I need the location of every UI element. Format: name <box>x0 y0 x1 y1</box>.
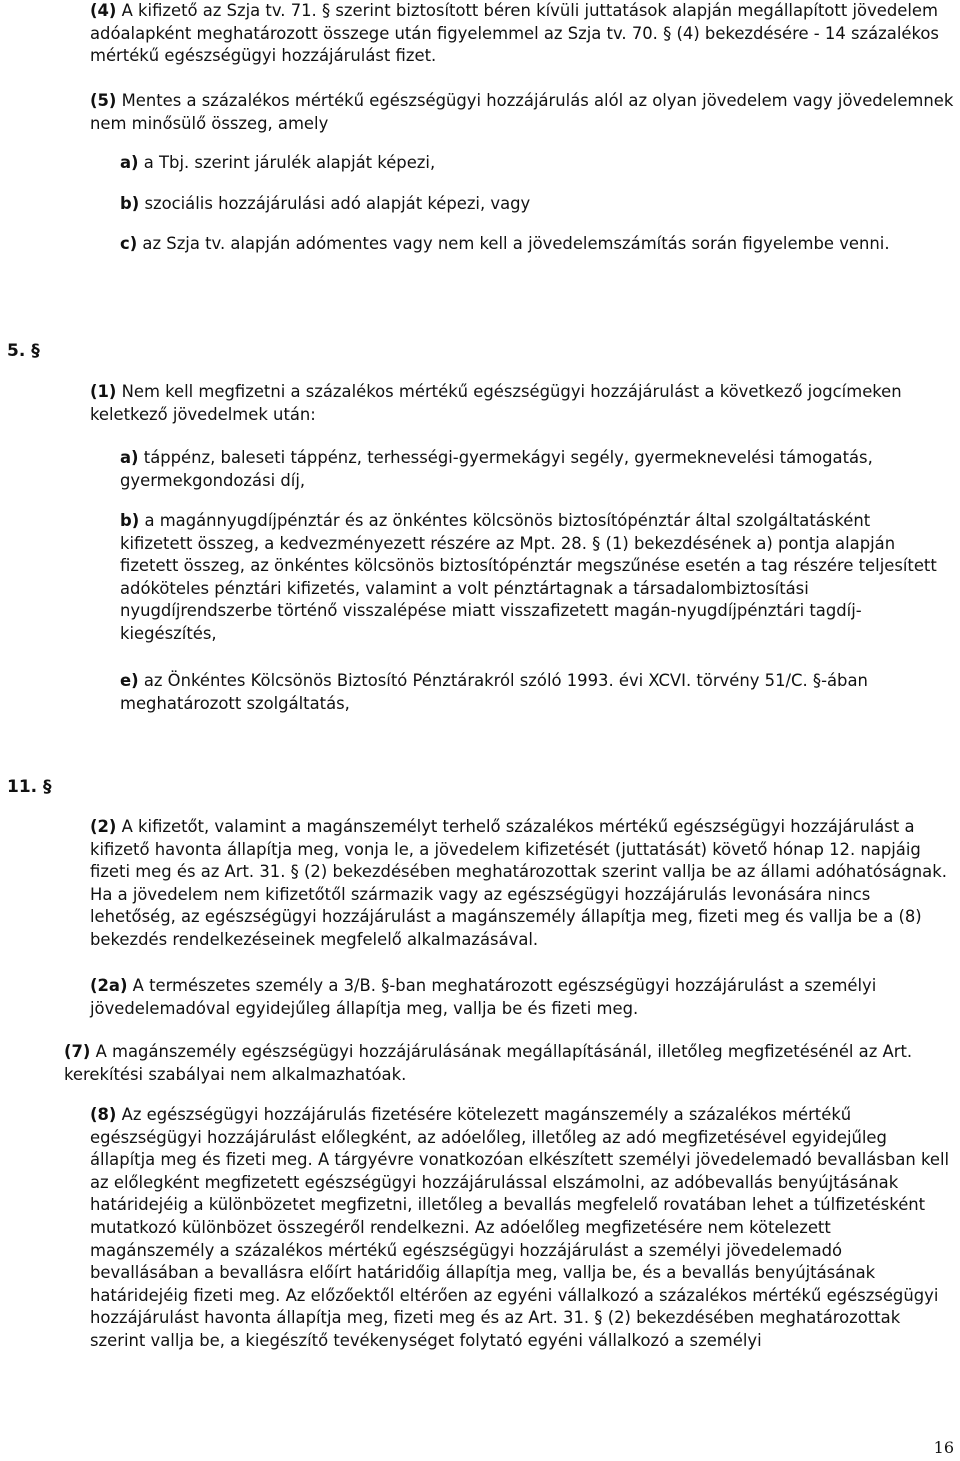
section-heading: 11. § <box>7 777 52 797</box>
list-item <box>120 510 940 646</box>
list-item <box>120 193 956 216</box>
paragraph-text: Nem kell megfizetni a százalékos mértékű egészségügyi hozzájárulást a következő jogcímeken keletkező jövedelmek után: <box>90 382 902 424</box>
paragraph-5 <box>90 90 956 135</box>
paragraph-number: (5) <box>90 91 117 110</box>
paragraph-number: (2a) <box>90 976 128 995</box>
page-number: 16 <box>933 1438 954 1457</box>
paragraph-1 <box>90 381 956 426</box>
item-text: az Szja tv. alapján adómentes vagy nem kell a jövedelemszámítás során figyelembe venni. <box>137 234 890 253</box>
list-item <box>120 152 956 175</box>
item-text: szociális hozzájárulási adó alapját képezi, vagy <box>139 194 531 213</box>
paragraph-7 <box>64 1041 956 1086</box>
paragraph-number: (4) <box>90 1 117 20</box>
paragraph-2a <box>90 975 956 1020</box>
item-label: b) <box>120 194 140 213</box>
paragraph-text: A magánszemély egészségügyi hozzájárulásának megállapításánál, illetőleg megfizetésénél az Art. kerekítési szabályai nem alkalmazhatóak. <box>64 1042 913 1084</box>
paragraph-text: A kifizetőt, valamint a magánszemélyt terhelő százalékos mértékű egészségügyi hozzájárulást a kifizető havonta állapítja meg, vonja le, a jövedelem kifizetését (juttatását) követő hónap 12. napjáig fizeti meg és az Art. 31. § (2) bekezdésében meghatározottak szerint vallja be az állami adóhatóságnak. Ha a jövedelem nem kifizetőtől származik vagy az egészségügyi hozzájárulás levonására nincs lehetőség, az egészségügyi hozzájárulást a magánszemély állapítja meg, fizeti meg és vallja be a (8) bekezdés rendelkezéseinek megfelelő alkalmazásával. <box>90 817 947 949</box>
item-label: e) <box>120 671 139 690</box>
paragraph-4 <box>90 0 956 68</box>
item-text: a magánnyugdíjpénztár és az önkéntes kölcsönös biztosítópénztár által szolgáltatásként kifizetett összeg, a kedvezményezett részére az Mpt. 28. § (1) bekezdésének a) pontja alapján fizetett összeg, az önkéntes kölcsönös biztosítópénztár megszűnése esetén a tag részére teljesített adóköteles pénztári kifizetés, valamint a volt pénztártagnak a társadalombiztosítási nyugdíjrendszerbe történő visszalépése miatt visszafizetett magán-nyugdíjpénztári tagdíj-kiegészítés, <box>120 511 937 643</box>
list-item <box>120 670 940 715</box>
item-label: a) <box>120 153 139 172</box>
paragraph-text: A kifizető az Szja tv. 71. § szerint biztosított béren kívüli juttatások alapján megállapított jövedelem adóalapként meghatározott összege után figyelemmel az Szja tv. 70. § (4) bekezdésére - 14 százalékos mértékű egészségügyi hozzájárulást fizet. <box>90 1 939 66</box>
list-item <box>120 447 940 492</box>
paragraph-number: (2) <box>90 817 117 836</box>
paragraph-text: Az egészségügyi hozzájárulás fizetésére kötelezett magánszemély a százalékos mértékű egészségügyi hozzájárulást előlegként, az adóelőleg, illetőleg az adó megfizetésével egyidejűleg állapítja meg és fizeti meg. A tárgyévre vonatkozóan elkészített személyi jövedelemadó bevallásban kell az előlegként megfizetett egészségügyi hozzájárulással elszámolni, az adóbevallás benyújtásának határidejéig a különbözetet megfizetni, illetőleg a bevallás megfelelő rovatában lehet a túlfizetésként mutatkozó különbözet összegéről rendelkezni. Az adóelőleg megfizetésére nem kötelezett magánszemély a százalékos mértékű egészségügyi hozzájárulást a személyi jövedelemadó bevallásában a bevallásra előírt határidőig állapítja meg, vallja be, és a bevallás benyújtásának határidejéig fizeti meg. Az előzőektől eltérően az egyéni vállalkozó a százalékos mértékű egészségügyi hozzájárulást havonta állapítja meg, fizeti meg és az Art. 31. § (2) bekezdésében meghatározottak szerint vallja be, a kiegészítő tevékenységet folytató egyéni vállalkozó a személyi <box>90 1105 950 1350</box>
item-label: b) <box>120 511 140 530</box>
paragraph-text: Mentes a százalékos mértékű egészségügyi hozzájárulás alól az olyan jövedelem vagy jövedelemnek nem minősülő összeg, amely <box>90 91 954 133</box>
paragraph-text: A természetes személy a 3/B. §-ban meghatározott egészségügyi hozzájárulást a személyi jövedelemadóval egyidejűleg állapítja meg, vallja be és fizeti meg. <box>90 976 877 1018</box>
item-label: a) <box>120 448 139 467</box>
section-heading: 5. § <box>7 341 40 361</box>
paragraph-2 <box>90 816 956 952</box>
item-text: táppénz, baleseti táppénz, terhességi-gyermekágyi segély, gyermeknevelési támogatás, gyermekgondozási díj, <box>120 448 873 490</box>
paragraph-8 <box>90 1104 956 1353</box>
item-text: az Önkéntes Kölcsönös Biztosító Pénztárakról szóló 1993. évi XCVI. törvény 51/C. §-ában meghatározott szolgáltatás, <box>120 671 868 713</box>
item-label: c) <box>120 234 138 253</box>
item-text: a Tbj. szerint járulék alapját képezi, <box>138 153 436 172</box>
paragraph-number: (8) <box>90 1105 117 1124</box>
paragraph-number: (1) <box>90 382 117 401</box>
list-item <box>120 233 956 256</box>
paragraph-number: (7) <box>64 1042 91 1061</box>
